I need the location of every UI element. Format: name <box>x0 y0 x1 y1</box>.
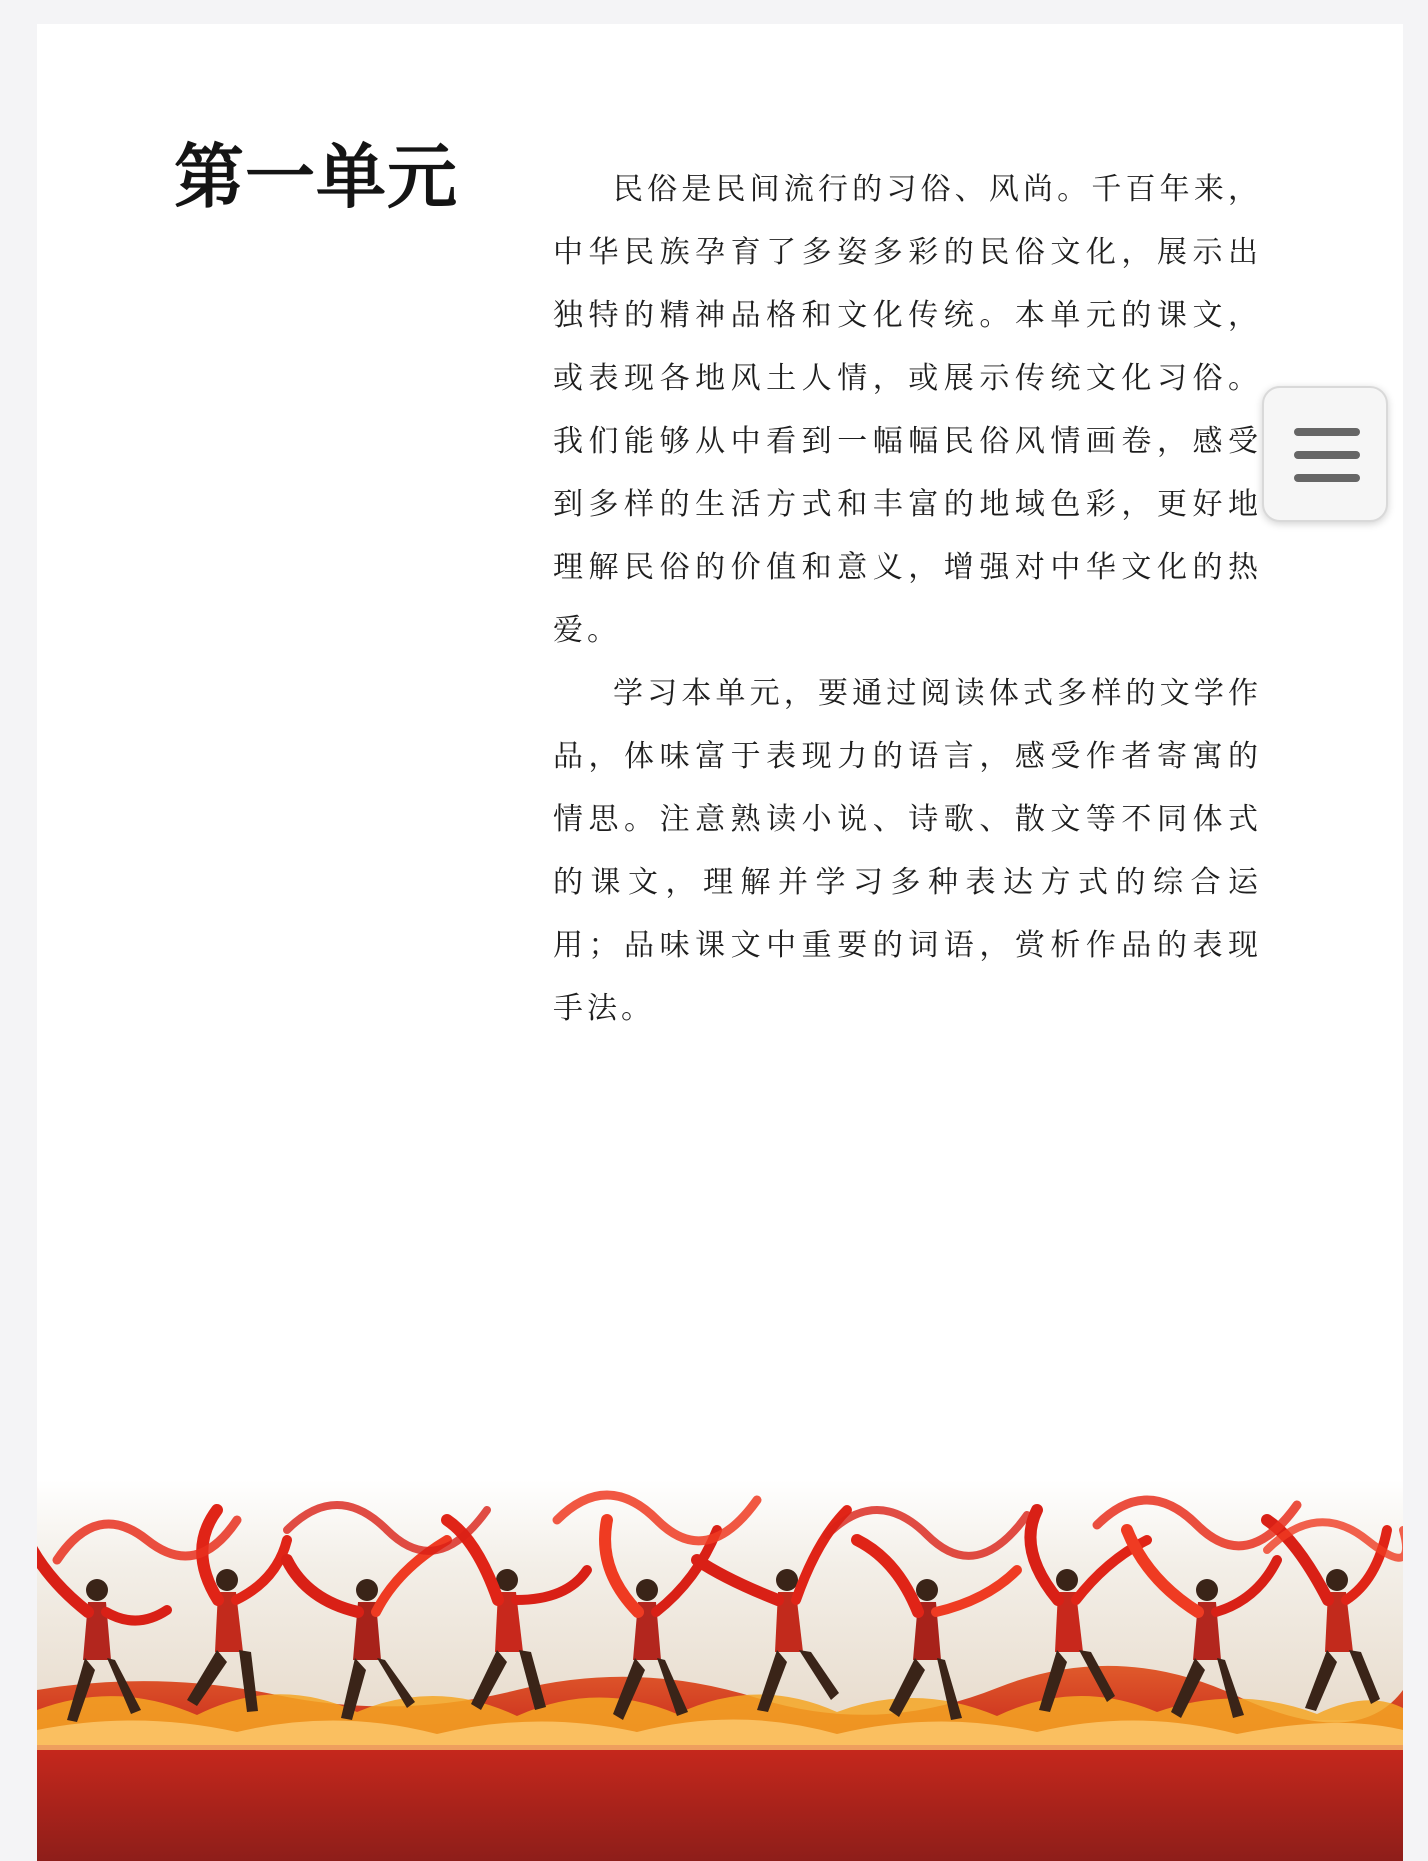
intro-paragraph: 学习本单元，要通过阅读体式多样的文学作品，体味富于表现力的语言，感受作者寄寓的情思。注意熟读小说、诗歌、散文等不同体式的课文，理解并学习多种表达方式的综合运用；品味课文中重要的词语，赏析作品的表现手法。 <box>553 676 1262 1026</box>
hamburger-menu-icon <box>1294 428 1360 482</box>
unit-title: 第一单元 <box>174 135 458 218</box>
folk-dance-illustration <box>37 1440 1403 1861</box>
intro-paragraph: 民俗是民间流行的习俗、风尚。千百年来，中华民族孕育了多姿多彩的民俗文化，展示出独特的精神品格和文化传统。本单元的课文，或表现各地风土人情，或展示传统文化习俗。我们能够从中看到一幅幅民俗风情画卷，感受到多样的生活方式和丰富的地域色彩，更好地理解民俗的价值和意义，增强对中华文化的热爱。 <box>553 172 1262 648</box>
unit-introduction <box>553 158 1262 1040</box>
illustration-ground <box>37 1666 1403 1861</box>
menu-button[interactable] <box>1262 386 1388 522</box>
